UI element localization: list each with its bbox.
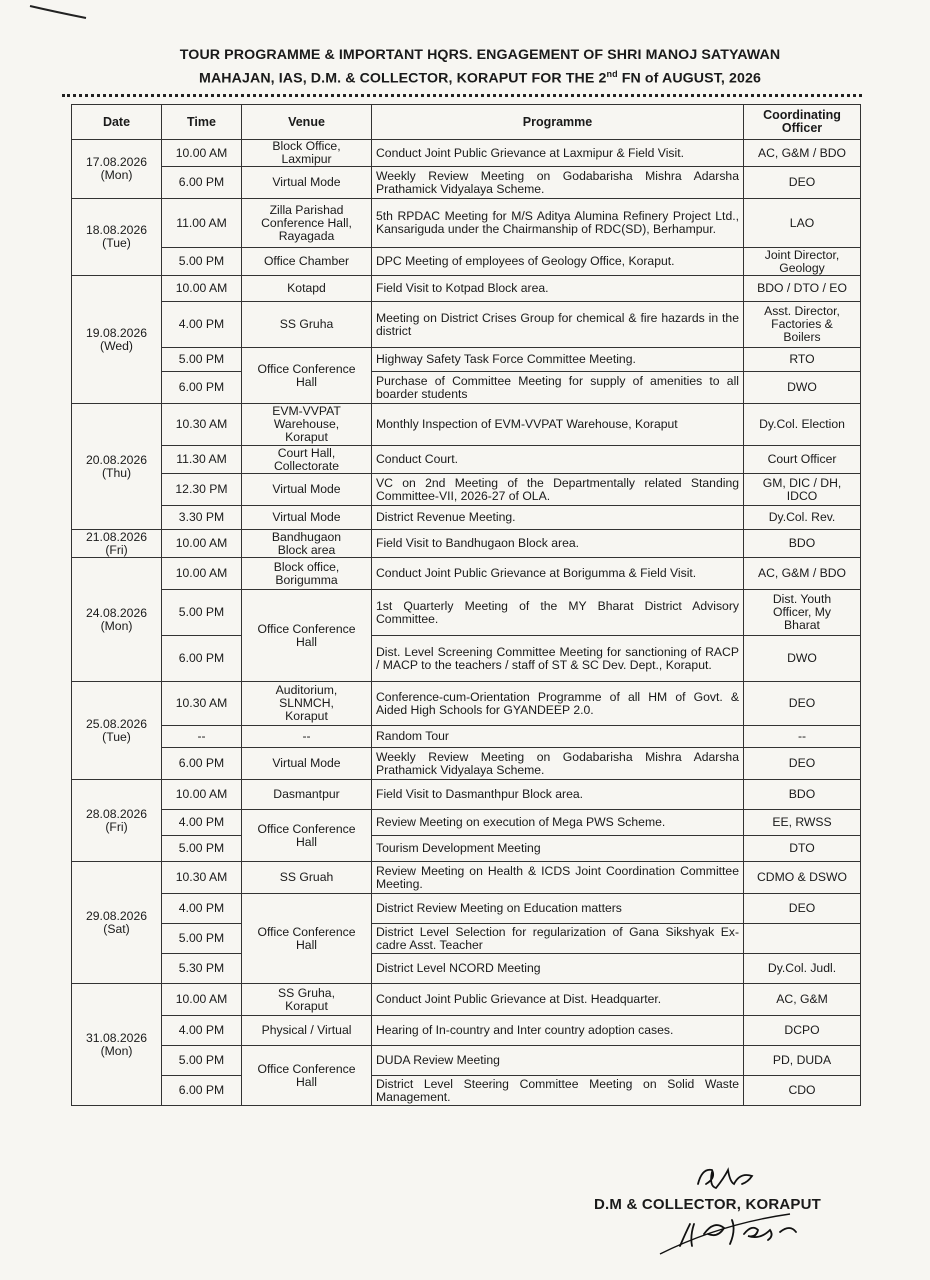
table-row (72, 682, 861, 726)
cell-time: 10.00 AM (162, 984, 242, 1016)
schedule-table (71, 104, 861, 1106)
cell-officer: BDO (744, 530, 861, 558)
cell-venue: Kotapd (242, 276, 372, 302)
cell-time: 10.00 AM (162, 140, 242, 167)
cell-programme: Weekly Review Meeting on Godabarisha Mishra Adarsha Prathamick Vidyalaya Scheme. (372, 167, 744, 199)
table-row (72, 924, 861, 954)
cell-date: 17.08.2026 (Mon) (72, 140, 162, 199)
cell-venue: Auditorium, SLNMCH, Koraput (242, 682, 372, 726)
cell-officer: Dist. Youth Officer, My Bharat (744, 590, 861, 636)
table-row (72, 748, 861, 780)
cell-programme: Conduct Joint Public Grievance at Dist. Headquarter. (372, 984, 744, 1016)
table-header-row (72, 105, 861, 140)
cell-officer: Dy.Col. Rev. (744, 506, 861, 530)
table-row (72, 810, 861, 836)
cell-programme: Random Tour (372, 726, 744, 748)
cell-programme: Highway Safety Task Force Committee Meeting. (372, 348, 744, 372)
cell-venue: SS Gruha (242, 302, 372, 348)
cell-venue: Office Conference Hall (242, 810, 372, 862)
cell-venue: Virtual Mode (242, 167, 372, 199)
cell-programme: District Level Selection for regularization of Gana Sikshyak Ex-cadre Asst. Teacher (372, 924, 744, 954)
cell-officer: Dy.Col. Election (744, 404, 861, 446)
cell-programme: District Level NCORD Meeting (372, 954, 744, 984)
table-row (72, 140, 861, 167)
title-superscript: nd (606, 69, 618, 79)
cell-date: 25.08.2026 (Tue) (72, 682, 162, 780)
table-row (72, 167, 861, 199)
cell-time: 10.30 AM (162, 682, 242, 726)
cell-programme: Purchase of Committee Meeting for supply of amenities to all boarder students (372, 372, 744, 404)
cell-programme: Monthly Inspection of EVM-VVPAT Warehouse, Koraput (372, 404, 744, 446)
table-row (72, 248, 861, 276)
cell-officer: Joint Director, Geology (744, 248, 861, 276)
cell-time: 11.00 AM (162, 199, 242, 248)
cell-time: 5.30 PM (162, 954, 242, 984)
cell-time: 10.00 AM (162, 276, 242, 302)
header-venue: Venue (242, 105, 372, 140)
cell-officer: Court Officer (744, 446, 861, 474)
cell-time: 5.00 PM (162, 590, 242, 636)
cell-officer: BDO / DTO / EO (744, 276, 861, 302)
table-row (72, 726, 861, 748)
table-row (72, 1076, 861, 1106)
table-row (72, 474, 861, 506)
table-row (72, 446, 861, 474)
table-row (72, 780, 861, 810)
cell-officer: DEO (744, 894, 861, 924)
cell-venue: EVM-VVPAT Warehouse, Koraput (242, 404, 372, 446)
cell-date: 31.08.2026 (Mon) (72, 984, 162, 1106)
cell-officer: BDO (744, 780, 861, 810)
cell-programme: Field Visit to Bandhugaon Block area. (372, 530, 744, 558)
pen-mark (28, 4, 90, 20)
schedule-body (72, 140, 861, 1106)
cell-time: 4.00 PM (162, 1016, 242, 1046)
cell-time: 10.00 AM (162, 530, 242, 558)
cell-venue: SS Gruah (242, 862, 372, 894)
cell-time: 5.00 PM (162, 1046, 242, 1076)
table-row (72, 954, 861, 984)
cell-programme: DPC Meeting of employees of Geology Office, Koraput. (372, 248, 744, 276)
cell-venue: Office Conference Hall (242, 590, 372, 682)
cell-programme: District Level Steering Committee Meeting on Solid Waste Management. (372, 1076, 744, 1106)
table-row (72, 276, 861, 302)
table-row (72, 506, 861, 530)
cell-time: 10.30 AM (162, 404, 242, 446)
title-line-2 (120, 65, 840, 89)
cell-venue: Virtual Mode (242, 748, 372, 780)
cell-programme: Conference-cum-Orientation Programme of all HM of Govt. & Aided High Schools for GYANDEEP 2.0. (372, 682, 744, 726)
cell-time: -- (162, 726, 242, 748)
cell-time: 5.00 PM (162, 348, 242, 372)
title-line-2-text: MAHAJAN, IAS, D.M. & COLLECTOR, KORAPUT FOR THE 2 (199, 70, 607, 87)
cell-programme: Dist. Level Screening Committee Meeting for sanctioning of RACP / MACP to the teachers / staff of ST & SC Dev. Dept., Koraput. (372, 636, 744, 682)
cell-time: 6.00 PM (162, 1076, 242, 1106)
cell-officer: DWO (744, 372, 861, 404)
cell-venue: Office Chamber (242, 248, 372, 276)
cell-programme: VC on 2nd Meeting of the Departmentally related Standing Committee-VII, 2026-27 of OLA. (372, 474, 744, 506)
cell-venue: Physical / Virtual (242, 1016, 372, 1046)
cell-officer: -- (744, 726, 861, 748)
cell-officer: DWO (744, 636, 861, 682)
cell-programme: 1st Quarterly Meeting of the MY Bharat District Advisory Committee. (372, 590, 744, 636)
cell-officer: LAO (744, 199, 861, 248)
cell-date: 28.08.2026 (Fri) (72, 780, 162, 862)
cell-time: 5.00 PM (162, 836, 242, 862)
cell-venue: Court Hall, Collectorate (242, 446, 372, 474)
cell-date: 18.08.2026 (Tue) (72, 199, 162, 276)
cell-officer: DTO (744, 836, 861, 862)
cell-venue: Zilla Parishad Conference Hall, Rayagada (242, 199, 372, 248)
cell-venue: Virtual Mode (242, 474, 372, 506)
cell-officer: AC, G&M / BDO (744, 558, 861, 590)
cell-time: 6.00 PM (162, 372, 242, 404)
cell-programme: Weekly Review Meeting on Godabarisha Mishra Adarsha Prathamick Vidyalaya Scheme. (372, 748, 744, 780)
cell-time: 3.30 PM (162, 506, 242, 530)
cell-officer: DEO (744, 748, 861, 780)
cell-officer: DCPO (744, 1016, 861, 1046)
cell-officer: EE, RWSS (744, 810, 861, 836)
table-row (72, 1046, 861, 1076)
cell-officer: AC, G&M / BDO (744, 140, 861, 167)
cell-venue: Dasmantpur (242, 780, 372, 810)
table-row (72, 302, 861, 348)
header-programme: Programme (372, 105, 744, 140)
cell-date: 29.08.2026 (Sat) (72, 862, 162, 984)
cell-venue: Virtual Mode (242, 506, 372, 530)
cell-programme: Field Visit to Kotpad Block area. (372, 276, 744, 302)
cell-date: 20.08.2026 (Thu) (72, 404, 162, 530)
title-line-2-tail: FN of AUGUST, 2026 (617, 70, 761, 87)
cell-time: 4.00 PM (162, 810, 242, 836)
cell-time: 5.00 PM (162, 924, 242, 954)
cell-officer: Dy.Col. Judl. (744, 954, 861, 984)
table-row (72, 530, 861, 558)
table-row (72, 348, 861, 372)
document-title (120, 46, 840, 89)
cell-officer: Asst. Director, Factories & Boilers (744, 302, 861, 348)
cell-time: 6.00 PM (162, 748, 242, 780)
cell-programme: Hearing of In-country and Inter country adoption cases. (372, 1016, 744, 1046)
table-row (72, 404, 861, 446)
cell-officer: DEO (744, 682, 861, 726)
table-row (72, 636, 861, 682)
table-row (72, 558, 861, 590)
table-row (72, 1016, 861, 1046)
cell-time: 10.00 AM (162, 558, 242, 590)
cell-time: 5.00 PM (162, 248, 242, 276)
title-line-1: TOUR PROGRAMME & IMPORTANT HQRS. ENGAGEMENT OF SHRI MANOJ SATYAWAN (179, 47, 781, 63)
signatory-title: D.M & COLLECTOR, KORAPUT (594, 1196, 822, 1213)
cell-time: 4.00 PM (162, 302, 242, 348)
cell-time: 10.30 AM (162, 862, 242, 894)
cell-venue: Office Conference Hall (242, 894, 372, 984)
cell-venue: Office Conference Hall (242, 1046, 372, 1106)
cell-programme: District Review Meeting on Education matters (372, 894, 744, 924)
cell-programme: Conduct Court. (372, 446, 744, 474)
cell-officer (744, 924, 861, 954)
table-row (72, 590, 861, 636)
cell-programme: Conduct Joint Public Grievance at Borigumma & Field Visit. (372, 558, 744, 590)
table-row (72, 199, 861, 248)
cell-date: 21.08.2026 (Fri) (72, 530, 162, 558)
cell-venue: Block office, Borigumma (242, 558, 372, 590)
cell-venue: SS Gruha, Koraput (242, 984, 372, 1016)
cell-programme: Review Meeting on execution of Mega PWS Scheme. (372, 810, 744, 836)
header-officer: Coordinating Officer (744, 105, 861, 140)
cell-time: 6.00 PM (162, 636, 242, 682)
cell-programme: District Revenue Meeting. (372, 506, 744, 530)
cell-officer: GM, DIC / DH, IDCO (744, 474, 861, 506)
table-row (72, 836, 861, 862)
cell-venue: Block Office, Laxmipur (242, 140, 372, 167)
cell-officer: CDO (744, 1076, 861, 1106)
cell-officer: AC, G&M (744, 984, 861, 1016)
cell-date: 19.08.2026 (Wed) (72, 276, 162, 404)
cell-time: 10.00 AM (162, 780, 242, 810)
table-row (72, 862, 861, 894)
cell-venue: Bandhugaon Block area (242, 530, 372, 558)
cell-programme: Meeting on District Crises Group for chemical & fire hazards in the district (372, 302, 744, 348)
cell-time: 6.00 PM (162, 167, 242, 199)
cell-programme: Field Visit to Dasmanthpur Block area. (372, 780, 744, 810)
cell-programme: Conduct Joint Public Grievance at Laxmipur & Field Visit. (372, 140, 744, 167)
cell-time: 12.30 PM (162, 474, 242, 506)
header-date: Date (72, 105, 162, 140)
cell-officer: PD, DUDA (744, 1046, 861, 1076)
cell-time: 11.30 AM (162, 446, 242, 474)
table-row (72, 984, 861, 1016)
cell-programme: 5th RPDAC Meeting for M/S Aditya Alumina Refinery Project Ltd., Kansariguda under the Chairmanship of RDC(SD), Berhampur. (372, 199, 744, 248)
cell-officer: RTO (744, 348, 861, 372)
header-time: Time (162, 105, 242, 140)
cell-date: 24.08.2026 (Mon) (72, 558, 162, 682)
cell-programme: DUDA Review Meeting (372, 1046, 744, 1076)
cell-officer: DEO (744, 167, 861, 199)
cell-officer: CDMO & DSWO (744, 862, 861, 894)
dotted-divider (62, 88, 862, 97)
cell-programme: Review Meeting on Health & ICDS Joint Coordination Committee Meeting. (372, 862, 744, 894)
cell-time: 4.00 PM (162, 894, 242, 924)
table-row (72, 372, 861, 404)
cell-programme: Tourism Development Meeting (372, 836, 744, 862)
cell-venue: Office Conference Hall (242, 348, 372, 404)
table-row (72, 894, 861, 924)
cell-venue: -- (242, 726, 372, 748)
